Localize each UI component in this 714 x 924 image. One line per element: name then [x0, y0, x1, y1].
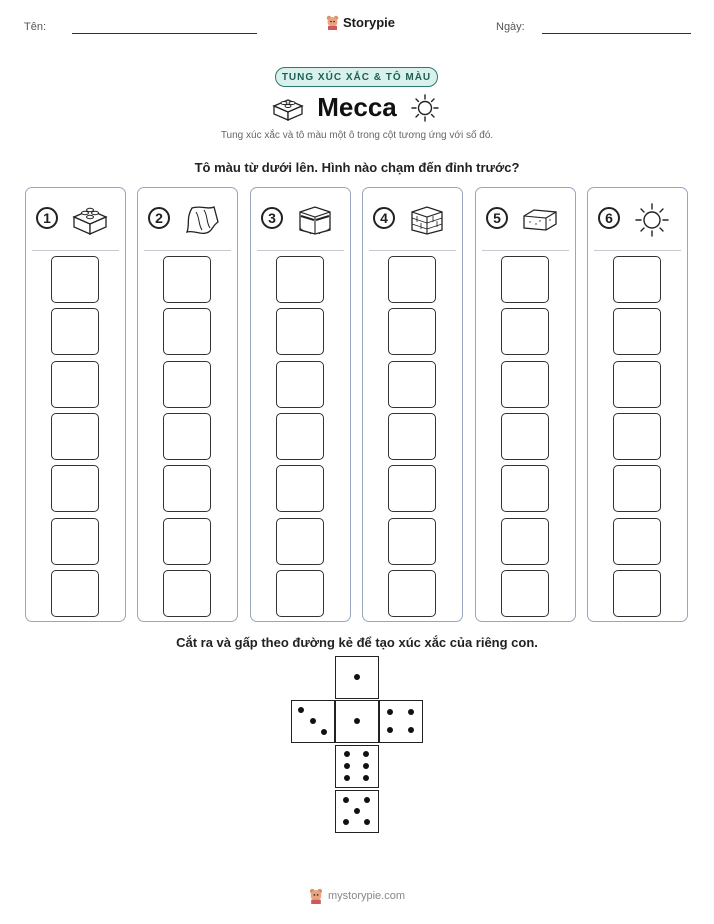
column-divider: [144, 250, 231, 251]
lego-brick-icon: [70, 202, 110, 238]
color-cell[interactable]: [501, 518, 549, 565]
bear-icon: [309, 888, 323, 904]
stone-block-icon: [520, 202, 560, 238]
dice-pip: [343, 819, 349, 825]
page-subtitle: Tung xúc xắc và tô màu một ô trong cột tương ứng với số đó.: [220, 130, 494, 141]
dice-column-1: [25, 187, 126, 622]
color-cell[interactable]: [501, 570, 549, 617]
date-line[interactable]: [542, 33, 691, 34]
color-cell[interactable]: [51, 413, 99, 460]
color-cell[interactable]: [388, 413, 436, 460]
color-cell[interactable]: [501, 361, 549, 408]
draped-kaaba-icon: [295, 202, 335, 238]
dice-pip: [321, 729, 327, 735]
dice-pip: [387, 709, 393, 715]
color-cell[interactable]: [613, 570, 661, 617]
column-divider: [594, 250, 681, 251]
activity-tag: TUNG XÚC XẮC & TÔ MÀU: [275, 67, 438, 87]
cloth-icon: [182, 202, 222, 238]
color-cell[interactable]: [51, 308, 99, 355]
brand-name: Storypie: [343, 15, 396, 30]
footer: [0, 888, 714, 904]
color-cell[interactable]: [163, 570, 211, 617]
color-cell[interactable]: [163, 465, 211, 512]
dice-pip: [354, 674, 360, 680]
color-cell[interactable]: [501, 413, 549, 460]
color-cell[interactable]: [613, 518, 661, 565]
color-cell[interactable]: [51, 256, 99, 303]
color-cell[interactable]: [613, 308, 661, 355]
dice-pip: [408, 727, 414, 733]
column-divider: [32, 250, 119, 251]
dice-face-4: [379, 700, 423, 743]
sun-icon: [410, 93, 440, 123]
color-cell[interactable]: [163, 518, 211, 565]
date-label: Ngày:: [496, 21, 525, 33]
dice-pip: [343, 797, 349, 803]
name-line[interactable]: [72, 33, 257, 34]
dice-column-5: [475, 187, 576, 622]
dice-pip: [344, 763, 350, 769]
stone-cube-icon: [407, 202, 447, 238]
bear-icon: [326, 15, 339, 30]
sun-icon: [632, 202, 672, 238]
dice-column-6: [587, 187, 688, 622]
column-number: 2: [148, 207, 170, 229]
column-number: 1: [36, 207, 58, 229]
column-number: 4: [373, 207, 395, 229]
color-cell[interactable]: [388, 361, 436, 408]
dice-pip: [364, 819, 370, 825]
color-cell[interactable]: [613, 413, 661, 460]
dice-pip: [363, 751, 369, 757]
dice-pip: [354, 808, 360, 814]
column-number: 3: [261, 207, 283, 229]
color-cell[interactable]: [276, 465, 324, 512]
color-cell[interactable]: [276, 518, 324, 565]
dice-column-2: [137, 187, 238, 622]
color-cell[interactable]: [163, 308, 211, 355]
color-cell[interactable]: [388, 570, 436, 617]
color-cell[interactable]: [276, 256, 324, 303]
color-cell[interactable]: [276, 570, 324, 617]
dice-pip: [310, 718, 316, 724]
dice-pip: [344, 775, 350, 781]
dice-pip: [364, 797, 370, 803]
color-cell[interactable]: [613, 361, 661, 408]
column-number: 5: [486, 207, 508, 229]
color-cell[interactable]: [51, 518, 99, 565]
dice-face-1: [335, 656, 379, 699]
brand-logo: [326, 15, 395, 30]
color-cell[interactable]: [51, 361, 99, 408]
dice-face-6: [335, 745, 379, 788]
column-divider: [369, 250, 456, 251]
dice-face-1: [335, 700, 379, 743]
footer-url[interactable]: mystorypie.com: [327, 890, 406, 902]
color-cell[interactable]: [163, 256, 211, 303]
color-cell[interactable]: [613, 256, 661, 303]
color-cell[interactable]: [51, 570, 99, 617]
dice-pip: [363, 763, 369, 769]
dice-face-5: [335, 790, 379, 833]
dice-column-3: [250, 187, 351, 622]
color-cell[interactable]: [501, 465, 549, 512]
column-number: 6: [598, 207, 620, 229]
color-cell[interactable]: [613, 465, 661, 512]
color-cell[interactable]: [51, 465, 99, 512]
dice-pip: [344, 751, 350, 757]
dice-pip: [298, 707, 304, 713]
color-cell[interactable]: [501, 308, 549, 355]
page-title: Mecca: [317, 92, 397, 122]
column-divider: [482, 250, 569, 251]
name-label: Tên:: [24, 21, 47, 33]
color-cell[interactable]: [276, 308, 324, 355]
dice-face-3: [291, 700, 335, 743]
dice-pip: [363, 775, 369, 781]
dice-pip: [408, 709, 414, 715]
color-cell[interactable]: [276, 361, 324, 408]
color-cell[interactable]: [163, 361, 211, 408]
color-cell[interactable]: [276, 413, 324, 460]
dice-pip: [387, 727, 393, 733]
color-cell[interactable]: [501, 256, 549, 303]
color-cell[interactable]: [163, 413, 211, 460]
dice-pip: [354, 718, 360, 724]
color-cell[interactable]: [388, 465, 436, 512]
color-cell[interactable]: [388, 518, 436, 565]
dice-instruction: Cắt ra và gấp theo đường kẻ để tạo xúc xắc của riêng con.: [176, 635, 538, 650]
color-cell[interactable]: [388, 308, 436, 355]
dice-column-4: [362, 187, 463, 622]
column-divider: [257, 250, 344, 251]
race-instruction: Tô màu từ dưới lên. Hình nào chạm đến đỉnh trước?: [194, 160, 520, 175]
color-cell[interactable]: [388, 256, 436, 303]
